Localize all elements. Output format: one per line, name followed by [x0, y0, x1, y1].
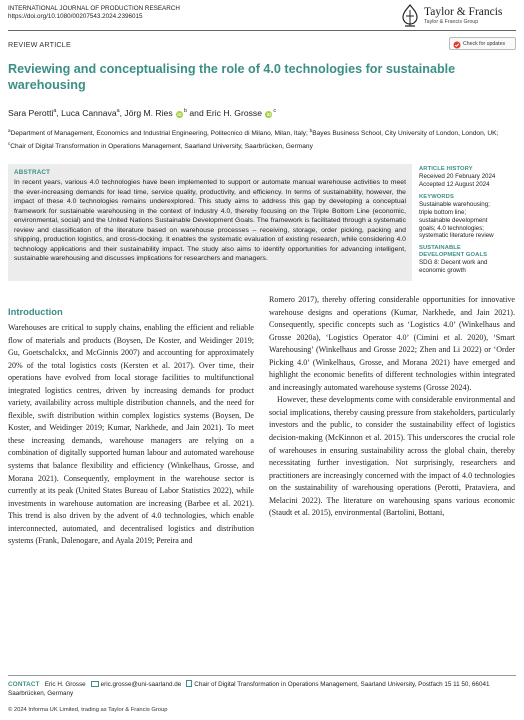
address-icon: [186, 680, 192, 687]
accepted-date: Accepted 12 August 2024: [419, 180, 490, 188]
body-column-right: [269, 294, 515, 520]
keyword-line: Sustainable warehousing;: [419, 200, 490, 208]
article-type: REVIEW ARTICLE: [8, 40, 71, 49]
sdg-item: economic growth: [419, 267, 466, 275]
author-list: Sara Perotti$^a$, Luca Cannava$^a$, Jörg M. Ries $iD^b$ and Eric H. Grosse $iD^c$: [8, 108, 277, 118]
publisher-name: Taylor & Francis: [424, 6, 503, 18]
contact-info: [8, 680, 514, 698]
sdg-heading: SUSTAINABLE: [419, 245, 461, 252]
orcid-icon[interactable]: iD: [266, 112, 272, 117]
article-title: Reviewing and conceptualising the role of 4.0 technologies for sustainable warehousing: [8, 62, 456, 92]
publisher-logo: [400, 4, 518, 28]
header-divider: [8, 30, 516, 31]
journal-name: INTERNATIONAL JOURNAL OF PRODUCTION RESEARCH: [8, 5, 180, 12]
check-updates-button[interactable]: [449, 37, 516, 50]
keyword-line: goals; 4.0 technologies;: [419, 224, 485, 232]
abstract-text: In recent years, various 4.0 technologies have been implemented to support or automate manual warehouse activities to meet the ever-increasing demands for lead time, service quality, productivity, and efficiency. In terms of sustainability, however, the impact of these 4.0 technologies remains underexplored. This study aims to address this gap by developing a conceptual framework for sustainable warehousing in the context of Industry 4.0, thereby focusing on the Triple Bottom Line (economic, environmental, social) and the United Nations Sustainable Development Goals. The framework is facilitated through a systematic review and classification of the literature based on warehouse processes – receiving, storage, order picking, packing and shipping, production logistics, and cross-docking. It enables the systematic evaluation of existing research, while considering 4.0 technology applications and their sustainability impact. The study also aims to identify opportunities for advancing intelligent, sustainable warehousing and discusses implications for researchers and managers.: [14, 179, 406, 263]
body-column-left: [8, 322, 254, 548]
publisher-icon: [400, 4, 420, 28]
sdg-item: SDG 8: Decent work and: [419, 259, 488, 267]
contact-label: CONTACT: [8, 681, 40, 688]
history-heading: ARTICLE HISTORY: [419, 166, 473, 172]
email-icon: [91, 681, 99, 687]
author[interactable]: Luca Cannava$^a$: [61, 108, 120, 118]
copyright-notice: © 2024 Informa UK Limited, trading as Taylor & Francis Group: [8, 707, 168, 713]
body-paragraph: Romero 2017), thereby offering considerable opportunities for innovative warehouse designs and operations (Kumar, Narkhede, and Jain 2021). Consequently, specific concepts such as ‘Logistics 4.0’ (Winkelhaus and Grosse 2020a), ‘Logistics Operator 4.0’ (Cimini et al. 2020), ‘Smart Warehousing’ (Winkelhaus and Grosse 2022; Zhen and Li 2022) or ‘Order Picking 4.0’ (Winkelhaus, Grosse, and Morana 2021) have emerged and highlight the economic benefits of different technologies within integrated and increasingly automated warehouse systems (Grosse 2024).: [269, 295, 515, 392]
abstract-heading: ABSTRACT: [14, 169, 51, 176]
publisher-group: Taylor & Francis Group: [424, 19, 479, 25]
footer-divider: [8, 675, 516, 676]
keyword-line: triple bottom line;: [419, 208, 467, 216]
check-updates-label: Check for updates: [463, 41, 506, 47]
author[interactable]: Jörg M. Ries $iD^b$: [124, 108, 188, 118]
received-date: Received 20 February 2024: [419, 173, 496, 180]
contact-email[interactable]: eric.grosse@uni-saarland.de: [100, 681, 182, 688]
affiliations: $^a$Department of Management, Economics and Industrial Engineering, Politecnico di Milano, Milan, Italy; $^b$Bayes Business School, City University of London, London, UK; $^c$Chair of Digital Transformation in Operations Management, Saarland University, Saarbrücken, Germany: [8, 128, 499, 151]
body-paragraph: Warehouses are critical to supply chains, enabling the efficient and reliable flow of materials and products (Boysen, De Koster, and Weidinger 2019; Gu, Goetschalckx, and McGinnis 2007) and accounting for approximately 20% of the total logistics costs (Kersten et al. 2017). Over time, their operations have evolved from local storage facilities to multifunctional integrated logistics centres, driven by increasing demands for product variety, availability across multiple distribution channels, and the need for flexible, swift distribution within complex logistics systems (Boysen, De Koster, and Weidinger 2019; Kumar, Narkhede, and Jain 2021). To meet these increasing demands, warehouse managers are relying on a combination of digitally supported human labour and automated warehouse systems that balance flexibility and efficiency (Winkelhaus, Grosse, and Morana 2021). Consequently, employment in the warehouse sector is currently at its peak (United States Bureau of Labor Statistics 2022), while investments in warehouse automation are increasing (Barbee et al. 2021). This trend is also driven by the advent of 4.0 technologies, which enable interconnected, automated, and decentralised logistics and distribution systems (Frank, Dalenogare, and Ayala 2019; Pereira and: [8, 323, 254, 546]
keywords-heading: KEYWORDS: [419, 193, 454, 200]
contact-address: Chair of Digital Transformation in Operations Management, Saarland University, Postfach 15 11 50, 66041 Saarbrücken, Germany: [8, 681, 490, 697]
keyword-line: sustainable development: [419, 216, 488, 224]
sdg-heading: DEVELOPMENT GOALS: [419, 252, 488, 259]
introduction-heading: Introduction: [8, 306, 63, 317]
doi-link[interactable]: https://doi.org/10.1080/00207543.2024.2396015: [8, 13, 143, 20]
contact-name: Eric H. Grosse: [44, 681, 86, 688]
abstract-box: [8, 164, 412, 281]
author[interactable]: Sara Perotti$^a$: [8, 108, 57, 118]
check-updates-icon: [453, 41, 461, 49]
keyword-line: systematic literature review: [419, 232, 494, 240]
author[interactable]: Eric H. Grosse $iD^c$: [206, 108, 277, 118]
body-paragraph: However, these developments come with considerable environmental and social implications, thereby causing pressure from stakeholders, particularly investors and the public, to consider the sustainability effect of logistics decision-making (McKinnon et al. 2015). This underscores the crucial role of warehouses in ensuring sustainability across the global chain, thereby necessitating further investigation. Not surprisingly, researchers and practitioners are increasingly concerned with the impact of 4.0 technologies on the sustainability of warehousing operations (Perotti, Prataviera, and Melacini 2022). The literature on warehousing spans various economic (Staudt et al. 2015), environmental (Bartolini, Bottani,: [269, 395, 515, 518]
article-info-sidebar: [419, 166, 519, 275]
orcid-icon[interactable]: iD: [177, 112, 182, 117]
